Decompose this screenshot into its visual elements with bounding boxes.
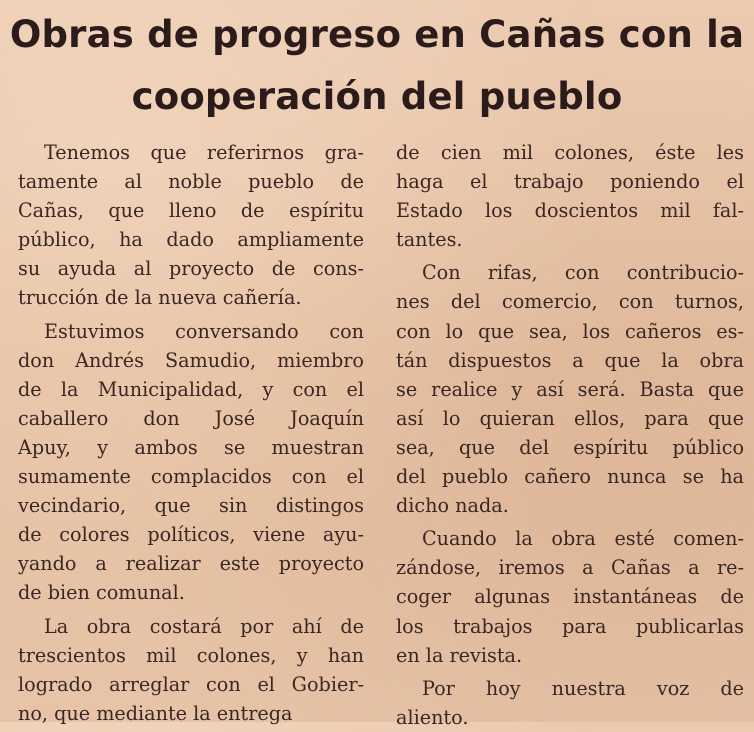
headline-line-1: Obras de progreso en Cañas con la [9,13,745,56]
text-line: haga el trabajo poniendo el [396,170,744,194]
paragraph [396,138,744,254]
text-line: de la Municipalidad, y con el [18,377,364,401]
text-line: Estuvimos conversando con [44,319,364,343]
text-line: con lo que sea, los cañeros es- [396,319,744,343]
text-line: del pueblo cañero nunca se ha [396,465,744,489]
text-line: Cuando la obra esté comen- [422,527,744,551]
text-line: así lo quieran ellos, para que [396,406,744,430]
text-line: no, que mediante la entrega [18,701,293,725]
text-line: los trabajos para publicarlas [396,614,744,638]
text-line: La obra costará por ahí de [44,614,364,638]
text-line: Tenemos que referirnos gra- [44,141,364,164]
text-line: tantes. [396,228,463,252]
text-line: tán dispuestos a que la obra [396,348,744,372]
text-line: zándose, iremos a Cañas a re- [396,556,744,580]
paragraph [396,524,744,669]
text-line: Cañas, que lleno de espíritu [18,199,364,223]
text-line: caballero don José Joaquín [18,406,364,430]
text-line: Por hoy nuestra voz de [422,676,744,700]
text-line: nes del comercio, con turnos, [396,290,744,314]
left-column [18,138,364,728]
text-line: Con rifas, con contribucio- [422,261,744,285]
text-line: de colores políticos, viene ayu- [18,523,364,547]
text-line: su ayuda al proyecto de cons- [18,257,364,281]
text-line: público, ha dado ampliamente [18,228,364,252]
text-line: se realice y así será. Basta que [396,377,744,401]
text-line: yando a realizar este proyecto [18,552,364,576]
text-line: tamente al noble pueblo de [18,170,364,194]
text-line: de bien comunal. [18,581,185,605]
text-line: trescientos mil colones, y han [18,643,364,667]
headline-line-2: cooperación del pueblo [131,75,623,118]
text-line: don Andrés Samudio, miembro [18,348,364,372]
text-line: dicho nada. [396,494,509,518]
text-line: sea, que del espíritu público [396,435,744,459]
text-line: sumamente complacidos con el [18,465,364,489]
paragraph [396,674,744,732]
text-line: Estado los doscientos mil fal- [396,199,744,223]
text-line: de cien mil colones, éste les [396,141,744,164]
text-line: vecindario, que sin distingos [18,494,364,518]
paragraph [18,612,364,728]
text-line: logrado arreglar con el Gobier- [18,672,364,696]
paragraph [18,317,364,608]
text-line: en la revista. [396,643,523,667]
text-line: coger algunas instantáneas de [396,585,744,609]
text-line: Apuy, y ambos se muestran [18,435,364,459]
paragraph [18,138,364,313]
headline [0,4,754,128]
text-line: trucción de la nueva cañería. [18,286,302,310]
right-column [396,138,744,732]
text-line: aliento. [396,705,469,729]
paragraph [396,258,744,520]
